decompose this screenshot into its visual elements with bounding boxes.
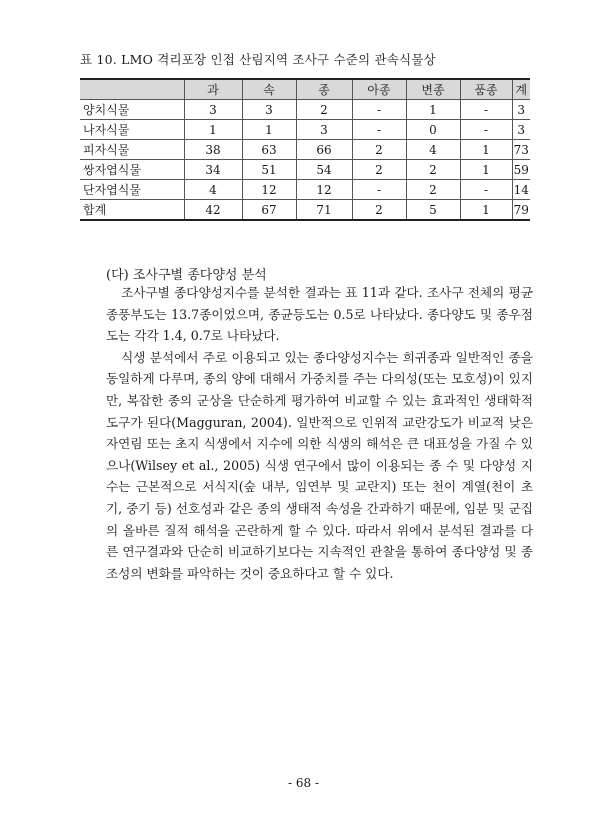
- row-label: 양치식물: [80, 100, 184, 120]
- row-label: 쌍자엽식물: [80, 160, 184, 180]
- table-cell: 12: [296, 180, 352, 200]
- table-cell: 12: [242, 180, 296, 200]
- table-cell: 2: [352, 200, 406, 221]
- table-cell: 14: [512, 180, 530, 200]
- table-cell: 3: [242, 100, 296, 120]
- table-cell: 2: [352, 160, 406, 180]
- header-cell-family: 과: [184, 79, 242, 100]
- table-cell: 1: [406, 100, 460, 120]
- table-cell: 3: [296, 120, 352, 140]
- table-cell: 3: [184, 100, 242, 120]
- table-cell: 0: [406, 120, 460, 140]
- table-cell: 54: [296, 160, 352, 180]
- table-caption: 표 10. LMO 격리포장 인접 산림지역 조사구 수준의 관속식물상: [80, 52, 436, 67]
- table-cell: -: [460, 100, 512, 120]
- table-cell: 51: [242, 160, 296, 180]
- table-header-row: [80, 79, 530, 100]
- paragraph-diversity-results: 조사구별 종다양성지수를 분석한 결과는 표 11과 같다. 조사구 전체의 평균 종풍부도는 13.7종이었으며, 종균등도는 0.5로 나타났다. 종다양도 및 종우점도는 각각 1.4, 0.7로 나타났다.: [106, 285, 533, 344]
- table-cell: 4: [184, 180, 242, 200]
- header-cell-genus: 속: [242, 79, 296, 100]
- row-label: 나자식물: [80, 120, 184, 140]
- table-row: [80, 180, 530, 200]
- table-cell: 1: [460, 200, 512, 221]
- header-cell-subspecies: 아종: [352, 79, 406, 100]
- header-cell-blank: [80, 79, 184, 100]
- row-label: 합계: [80, 200, 184, 221]
- table-cell: 1: [242, 120, 296, 140]
- table-cell: -: [352, 120, 406, 140]
- table-cell: 2: [406, 180, 460, 200]
- paragraph-diversity-discussion: 식생 분석에서 주로 이용되고 있는 종다양성지수는 희귀종과 일반적인 종을 동일하게 다루며, 종의 양에 대해서 가중치를 주는 다의성(또는 모호성)이 있지만, 복잡한 종의 군상을 단순하게 평가하여 비교할 수 있는 효과적인 생태학적 도구가 된다(Magguran, 2004). 일반적으로 인위적 교란강도가 비교적 낮은 자연림 또는 초지 식생에서 지수에 의한 식생의 해석은 큰 대표성을 가질 수 있으나(Wilsey et al., 2005) 식생 연구에서 많이 이용되는 종 수 및 다양성 지수는 근본적으로 서식지(숲 내부, 임연부 및 교란지) 또는 천이 계열(천이 초기, 중기 등) 선호성과 같은 종의 생태적 속성을 간과하기 때문에, 임분 및 군집의 올바른 질적 해석을 곤란하게 할 수 있다. 따라서 위에서 분석된 결과를 다른 연구결과와 단순히 비교하기보다는 지속적인 관찰을 통하여 종다양성 및 종조성의 변화를 파악하는 것이 중요하다고 할 수 있다.: [106, 349, 533, 581]
- table-cell: 4: [406, 140, 460, 160]
- table-cell: 1: [460, 160, 512, 180]
- section-heading: (다) 조사구별 종다양성 분석: [106, 268, 267, 283]
- table-cell: 2: [296, 100, 352, 120]
- header-cell-species: 종: [296, 79, 352, 100]
- table-cell: 63: [242, 140, 296, 160]
- row-label: 단자엽식물: [80, 180, 184, 200]
- table-cell: 3: [512, 120, 530, 140]
- table-cell: 34: [184, 160, 242, 180]
- table-cell: 71: [296, 200, 352, 221]
- table-cell: 42: [184, 200, 242, 221]
- table-cell: 5: [406, 200, 460, 221]
- table-cell: -: [460, 180, 512, 200]
- table-cell: 59: [512, 160, 530, 180]
- table-row: [80, 120, 530, 140]
- table-cell: 38: [184, 140, 242, 160]
- table-cell: 1: [184, 120, 242, 140]
- body-text: [106, 282, 533, 584]
- header-cell-variety: 변종: [406, 79, 460, 100]
- table-cell: 67: [242, 200, 296, 221]
- table-cell: 3: [512, 100, 530, 120]
- table-cell: 2: [406, 160, 460, 180]
- header-cell-forma: 품종: [460, 79, 512, 100]
- table-cell: 1: [460, 140, 512, 160]
- row-label: 피자식물: [80, 140, 184, 160]
- header-cell-total: 계: [512, 79, 530, 100]
- table-row: [80, 160, 530, 180]
- table-cell: -: [460, 120, 512, 140]
- table-cell: -: [352, 100, 406, 120]
- table-cell: 79: [512, 200, 530, 221]
- table-total-row: [80, 200, 530, 221]
- table-cell: 66: [296, 140, 352, 160]
- page-number: - 68 -: [287, 776, 319, 790]
- table-row: [80, 100, 530, 120]
- vascular-flora-table: [80, 78, 530, 221]
- table-cell: 73: [512, 140, 530, 160]
- table-cell: 2: [352, 140, 406, 160]
- table-cell: -: [352, 180, 406, 200]
- table-row: [80, 140, 530, 160]
